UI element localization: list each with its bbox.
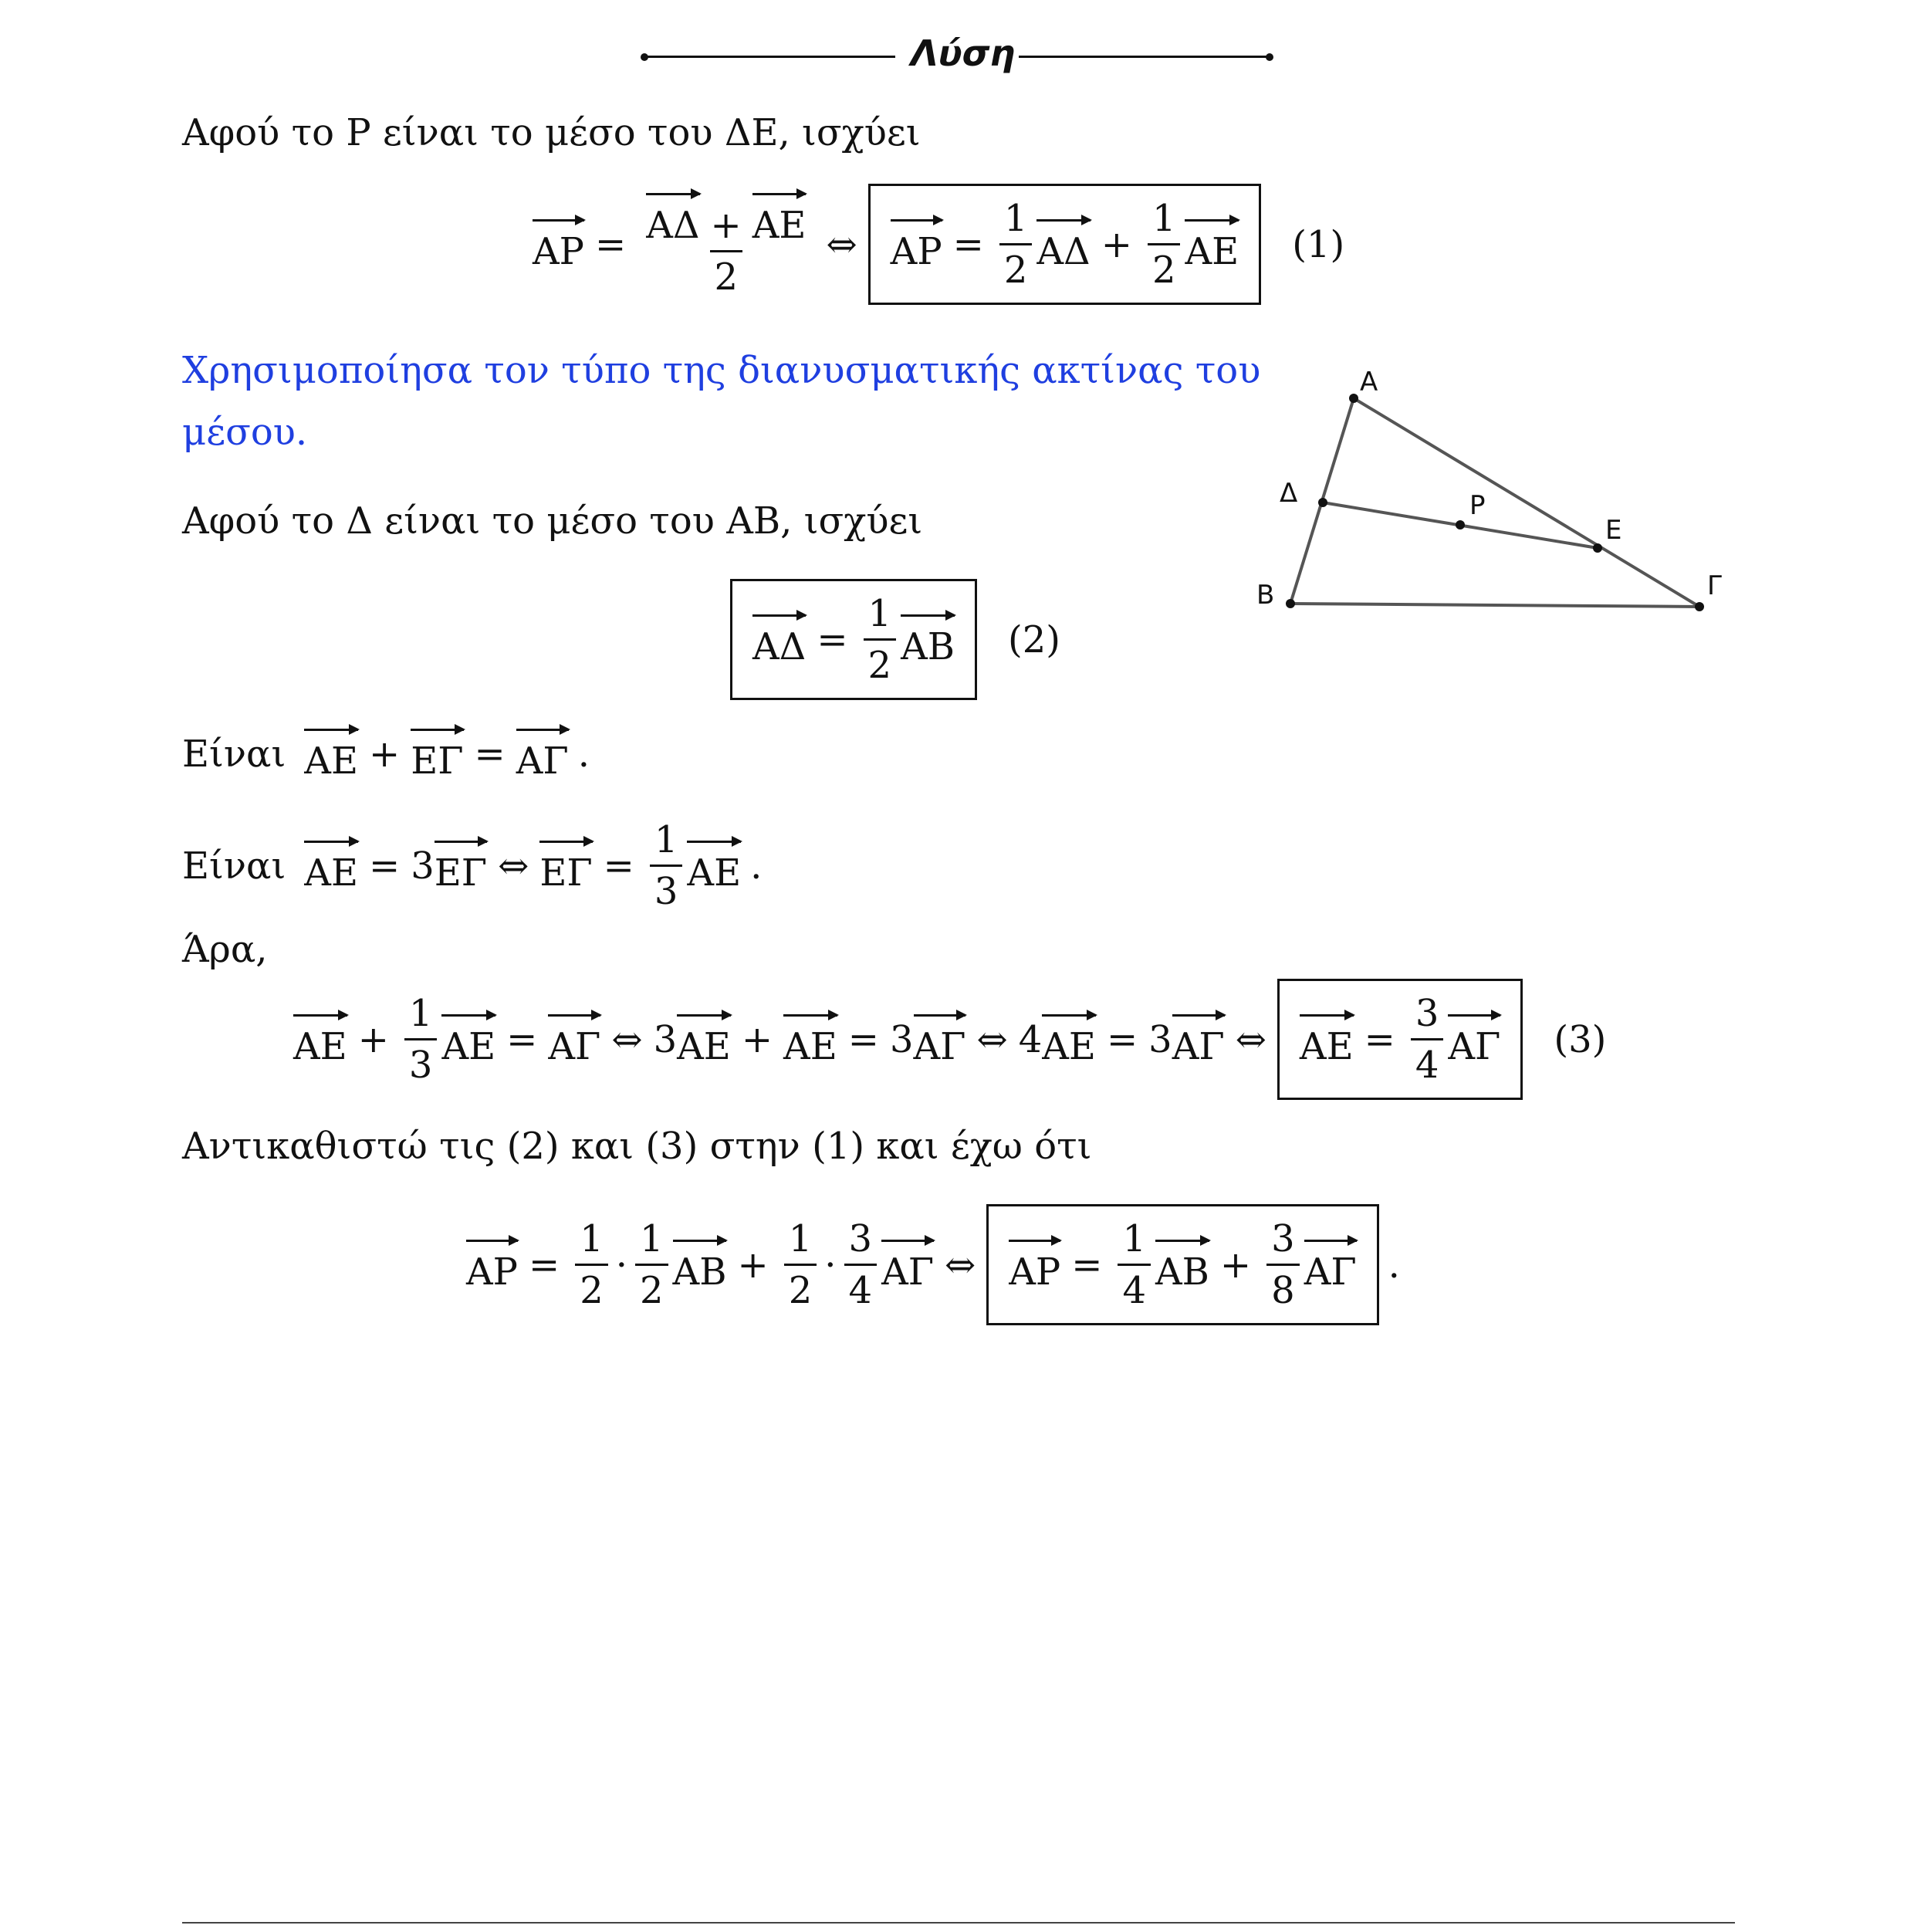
equation-3: ΑΕ + $\frac{1}{3}$ ΑΕ = ΑΓ ⇔ 3 ΑΕ + ΑΕ = 3 ΑΓ ⇔ 4 ΑΕ = 3 ΑΓ ⇔ ΑΕ = $\frac{3}{4}$ ΑΓ (3)	[293, 979, 1606, 1100]
equation-1: ΑΡ = ΑΔ + ΑΕ 2 ⇔ ΑΡ = $\frac{1}{2}$ ΑΔ + $\frac{1}{2}$ ΑΕ (1)	[533, 184, 1344, 305]
point-D	[1318, 498, 1327, 507]
final-equation: ΑΡ = $\frac{1}{2}$ · $\frac{1}{2}$ ΑΒ + $\frac{1}{2}$ · $\frac{3}{4}$ ΑΓ ⇔ ΑΡ = $\frac{1}{4}$ ΑΒ + $\frac{3}{8}$ ΑΓ .	[466, 1204, 1400, 1325]
vector-AE: ΑΕ	[441, 1011, 495, 1068]
equation-1-tag: (1)	[1292, 222, 1345, 266]
vector-sum-line: Είναι ΑΕ + ΕΓ = ΑΓ .	[182, 726, 590, 783]
point-G	[1695, 602, 1704, 611]
heading-left-rule	[644, 56, 895, 58]
label-G: Γ	[1707, 570, 1722, 601]
point-A	[1349, 394, 1358, 403]
vector-AE: ΑΕ	[1185, 216, 1239, 273]
paragraph-midpoint-P: Αφού το Ρ είναι το μέσο του ΔΕ, ισχύει	[182, 111, 921, 154]
line4-prefix: Είναι	[182, 844, 286, 888]
vector-AG: ΑΓ	[881, 1237, 934, 1294]
label-A: Α	[1360, 367, 1378, 398]
vector-AD: ΑΔ	[752, 611, 806, 668]
vector-AE: ΑΕ	[304, 726, 358, 783]
label-D: Δ	[1280, 478, 1298, 509]
vector-AG: ΑΓ	[548, 1011, 600, 1068]
vector-EG: ΕΓ	[435, 837, 487, 895]
point-P	[1456, 520, 1465, 530]
solution-heading: Λύση	[911, 32, 1016, 74]
heading-right-rule	[1019, 56, 1269, 58]
triangle-figure	[1250, 363, 1729, 617]
line3-prefix: Είναι	[182, 733, 286, 776]
point-E	[1593, 543, 1602, 553]
note-midpoint-formula-line1: Χρησιμοποίησα τον τύπο της διανυσματικής ακτίνας του	[182, 349, 1261, 392]
paragraph-midpoint-D: Αφού το Δ είναι το μέσο του ΑΒ, ισχύει	[182, 499, 923, 543]
vector-AG: ΑΓ	[1172, 1011, 1225, 1068]
vector-EG: ΕΓ	[411, 726, 463, 783]
therefore-label: Άρα,	[182, 928, 268, 971]
vector-AE: ΑΕ	[687, 837, 741, 895]
footer-rule	[182, 1922, 1735, 1924]
vector-AB: ΑΒ	[1155, 1237, 1209, 1294]
vector-AD: ΑΔ	[1036, 216, 1090, 273]
vector-AE: ΑΕ	[752, 190, 807, 247]
heading-right-dot	[1266, 53, 1273, 61]
label-P: Ρ	[1469, 490, 1486, 521]
equation-3-tag: (3)	[1554, 1017, 1607, 1061]
vector-AG: ΑΓ	[914, 1011, 966, 1068]
vector-AE: ΑΕ	[677, 1011, 731, 1068]
vector-AG: ΑΓ	[1448, 1011, 1500, 1068]
equation-2-tag: (2)	[1008, 617, 1061, 661]
vector-AE: ΑΕ	[1300, 1011, 1354, 1068]
label-E: Ε	[1605, 515, 1622, 546]
vector-AP: ΑΡ	[466, 1237, 518, 1294]
vector-AB: ΑΒ	[901, 611, 955, 668]
vector-AD: ΑΔ	[646, 190, 699, 247]
equation-2	[730, 579, 1060, 700]
equation-2-result-box: ΑΔ = $\frac{1}{2}$ ΑΒ	[730, 579, 977, 700]
ratio-line: Είναι ΑΕ = 3 ΕΓ ⇔ ΕΓ = $\frac{1}{3}$ ΑΕ .	[182, 818, 763, 913]
vector-AP: ΑΡ	[533, 216, 584, 273]
vector-EG: ΕΓ	[539, 837, 592, 895]
vector-AE: ΑΕ	[304, 837, 358, 895]
vector-AG: ΑΓ	[516, 726, 569, 783]
point-B	[1286, 599, 1295, 608]
vector-AP: ΑΡ	[891, 216, 942, 273]
note-midpoint-formula-line2: μέσου.	[182, 411, 308, 454]
label-B: Β	[1256, 580, 1275, 611]
equation-3-result-box: ΑΕ = $\frac{3}{4}$ ΑΓ	[1277, 979, 1523, 1100]
equation-1-result-box: ΑΡ = $\frac{1}{2}$ ΑΔ + $\frac{1}{2}$ ΑΕ	[868, 184, 1262, 305]
vector-AP: ΑΡ	[1009, 1237, 1060, 1294]
vector-AB: ΑΒ	[673, 1237, 727, 1294]
final-result-box: ΑΡ = $\frac{1}{4}$ ΑΒ + $\frac{3}{8}$ ΑΓ	[986, 1204, 1378, 1325]
vector-AE: ΑΕ	[1042, 1011, 1096, 1068]
vector-AE: ΑΕ	[783, 1011, 837, 1068]
paragraph-substitution: Αντικαθιστώ τις (2) και (3) στην (1) και έχω ότι	[182, 1125, 1092, 1168]
vector-AE: ΑΕ	[293, 1011, 347, 1068]
vector-AG: ΑΓ	[1304, 1237, 1357, 1294]
